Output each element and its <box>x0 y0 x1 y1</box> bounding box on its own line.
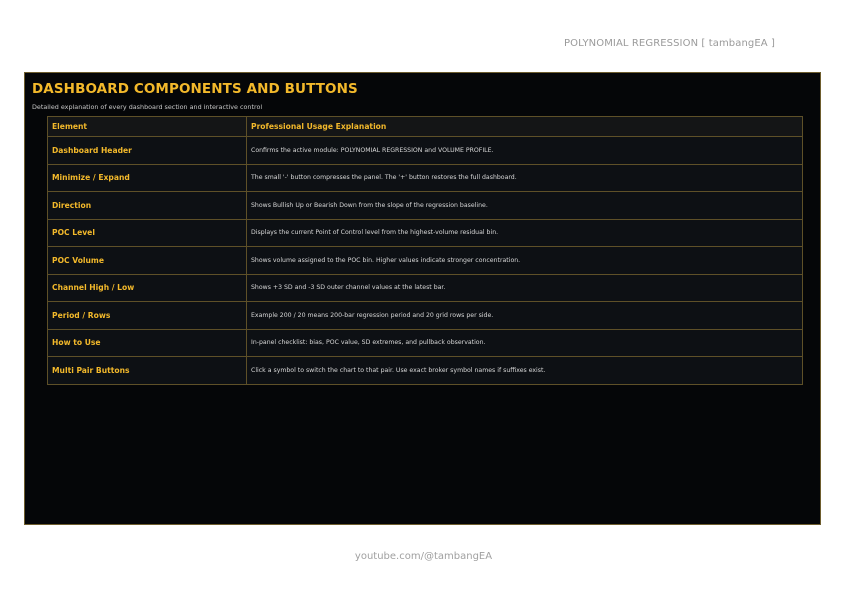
panel-title: DASHBOARD COMPONENTS AND BUTTONS <box>32 81 358 97</box>
explanation-cell: The small '-' button compresses the panel. The '+' button restores the full dashboard. <box>247 164 803 192</box>
table-row <box>48 274 803 302</box>
column-header-explanation: Professional Usage Explanation <box>247 117 803 137</box>
page-header: POLYNOMIAL REGRESSION [ tambangEA ] <box>564 38 775 49</box>
table-row <box>48 302 803 330</box>
table-row <box>48 192 803 220</box>
element-cell: Dashboard Header <box>48 137 247 165</box>
dashboard-components-panel <box>24 72 821 525</box>
element-cell: Minimize / Expand <box>48 164 247 192</box>
element-cell: Multi Pair Buttons <box>48 357 247 385</box>
explanation-cell: Example 200 / 20 means 200-bar regression period and 20 grid rows per side. <box>247 302 803 330</box>
components-table <box>47 116 803 385</box>
element-cell: POC Level <box>48 219 247 247</box>
table-header-row <box>48 117 803 137</box>
page-footer: youtube.com/@tambangEA <box>354 551 493 562</box>
table-row <box>48 137 803 165</box>
explanation-cell: Shows +3 SD and -3 SD outer channel values at the latest bar. <box>247 274 803 302</box>
element-cell: Direction <box>48 192 247 220</box>
element-cell: Channel High / Low <box>48 274 247 302</box>
column-header-element: Element <box>48 117 247 137</box>
table-row <box>48 357 803 385</box>
element-cell: How to Use <box>48 329 247 357</box>
element-cell: POC Volume <box>48 247 247 275</box>
explanation-cell: Shows volume assigned to the POC bin. Higher values indicate stronger concentration. <box>247 247 803 275</box>
table-row <box>48 329 803 357</box>
explanation-cell: Click a symbol to switch the chart to that pair. Use exact broker symbol names if suffixes exist. <box>247 357 803 385</box>
table-row <box>48 164 803 192</box>
table-row <box>48 219 803 247</box>
explanation-cell: Shows Bullish Up or Bearish Down from the slope of the regression baseline. <box>247 192 803 220</box>
element-cell: Period / Rows <box>48 302 247 330</box>
explanation-cell: Displays the current Point of Control level from the highest-volume residual bin. <box>247 219 803 247</box>
explanation-cell: Confirms the active module: POLYNOMIAL REGRESSION and VOLUME PROFILE. <box>247 137 803 165</box>
panel-subtitle: Detailed explanation of every dashboard section and interactive control <box>32 103 263 111</box>
explanation-cell: In-panel checklist: bias, POC value, SD extremes, and pullback observation. <box>247 329 803 357</box>
table-row <box>48 247 803 275</box>
